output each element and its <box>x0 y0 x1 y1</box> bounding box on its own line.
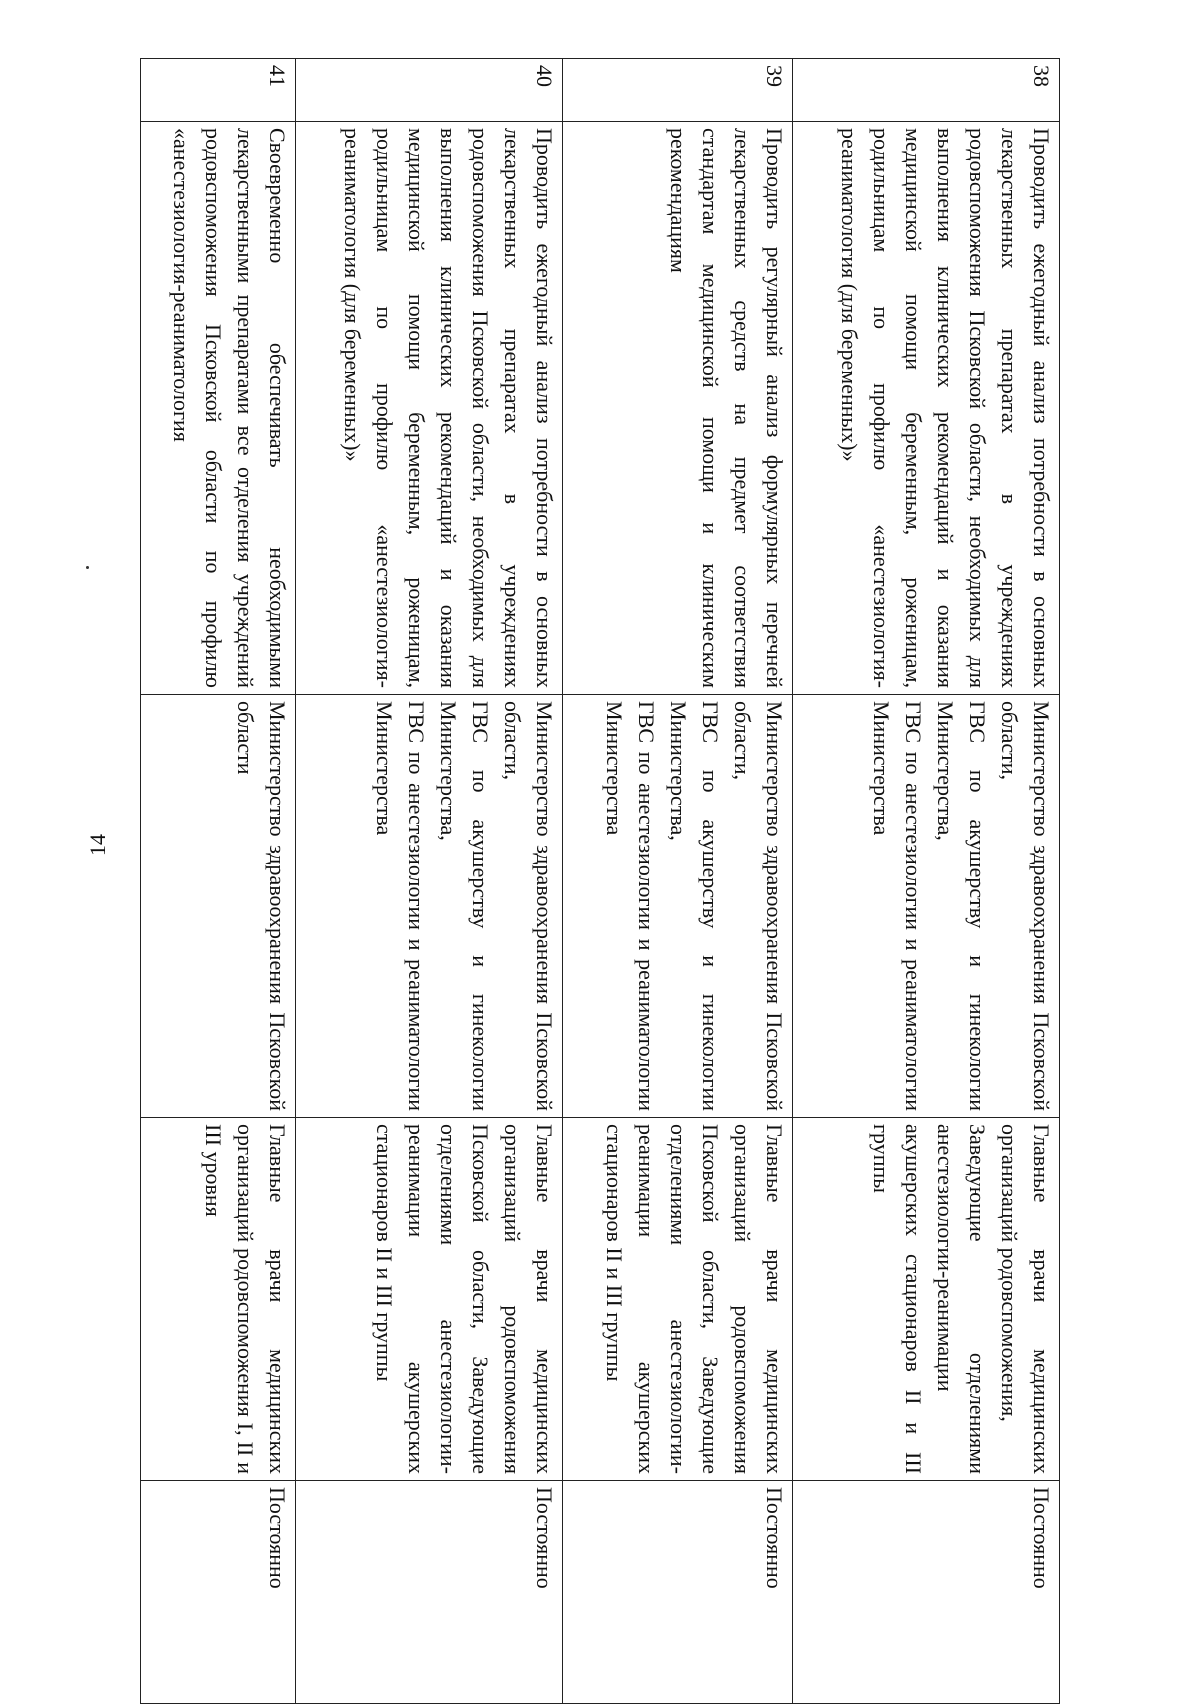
term-cell: Постоянно <box>563 1481 793 1704</box>
responsible-cell: Министерство здравоохранения Псковской области <box>141 695 296 1118</box>
action-cell: Своевременно обеспечивать необходимыми лекарственными препаратами все отделения учреждений родовспоможения Псковской области по профилю «анестезиология-реаниматология <box>141 122 296 695</box>
term-cell: Постоянно <box>296 1481 563 1704</box>
responsible-cell: Министерство здравоохранения Псковской области, ГВС по акушерству и гинекологии Министерства, ГВС по анестезиологии и реаниматологии Министерства <box>563 695 793 1118</box>
row-number: 40 <box>296 59 563 122</box>
executors-cell: Главные врачи медицинских организаций родовспоможения Псковской области, Заведующие отделениями анестезиологии-реанимации акушерских стационаров II и III группы <box>296 1118 563 1481</box>
measures-table <box>140 58 1060 1704</box>
row-number: 39 <box>563 59 793 122</box>
row-number: 38 <box>792 59 1059 122</box>
table-row <box>792 59 1059 1704</box>
action-cell: Проводить ежегодный анализ потребности в основных лекарственных препаратах в учреждениях родовспоможения Псковской области, необходимых для выполнения клинических рекомендаций и оказания медицинской помощи беременным, роженицам, родильницам по профилю «анестезиология-реаниматология (для беременных)» <box>792 122 1059 695</box>
rotated-table-container <box>140 58 1060 1638</box>
term-cell: Постоянно <box>141 1481 296 1704</box>
table-row <box>141 59 296 1704</box>
table-row <box>563 59 793 1704</box>
executors-cell: Главные врачи медицинских организаций родовспоможения I, II и III уровня <box>141 1118 296 1481</box>
page-number: 14 <box>85 834 110 856</box>
responsible-cell: Министерство здравоохранения Псковской области, ГВС по акушерству и гинекологии Министерства, ГВС по анестезиологии и реаниматологии Министерства <box>792 695 1059 1118</box>
scan-speck <box>86 566 89 569</box>
action-cell: Проводить регулярный анализ формулярных перечней лекарственных средств на предмет соответствия стандартам медицинской помощи и клиническим рекомендациям <box>563 122 793 695</box>
executors-cell: Главные врачи медицинских организаций родовспоможения, Заведующие отделениями анестезиологии-реанимации акушерских стационаров II и III группы <box>792 1118 1059 1481</box>
responsible-cell: Министерство здравоохранения Псковской области, ГВС по акушерству и гинекологии Министерства, ГВС по анестезиологии и реаниматологии Министерства <box>296 695 563 1118</box>
executors-cell: Главные врачи медицинских организаций родовспоможения Псковской области, Заведующие отделениями анестезиологии-реанимации акушерских стационаров II и III группы <box>563 1118 793 1481</box>
table-row <box>296 59 563 1704</box>
action-cell: Проводить ежегодный анализ потребности в основных лекарственных препаратах в учреждениях родовспоможения Псковской области, необходимых для выполнения клинических рекомендаций и оказания медицинской помощи беременным, роженицам, родильницам по профилю «анестезиология-реаниматология (для беременных)» <box>296 122 563 695</box>
row-number: 41 <box>141 59 296 122</box>
term-cell: Постоянно <box>792 1481 1059 1704</box>
